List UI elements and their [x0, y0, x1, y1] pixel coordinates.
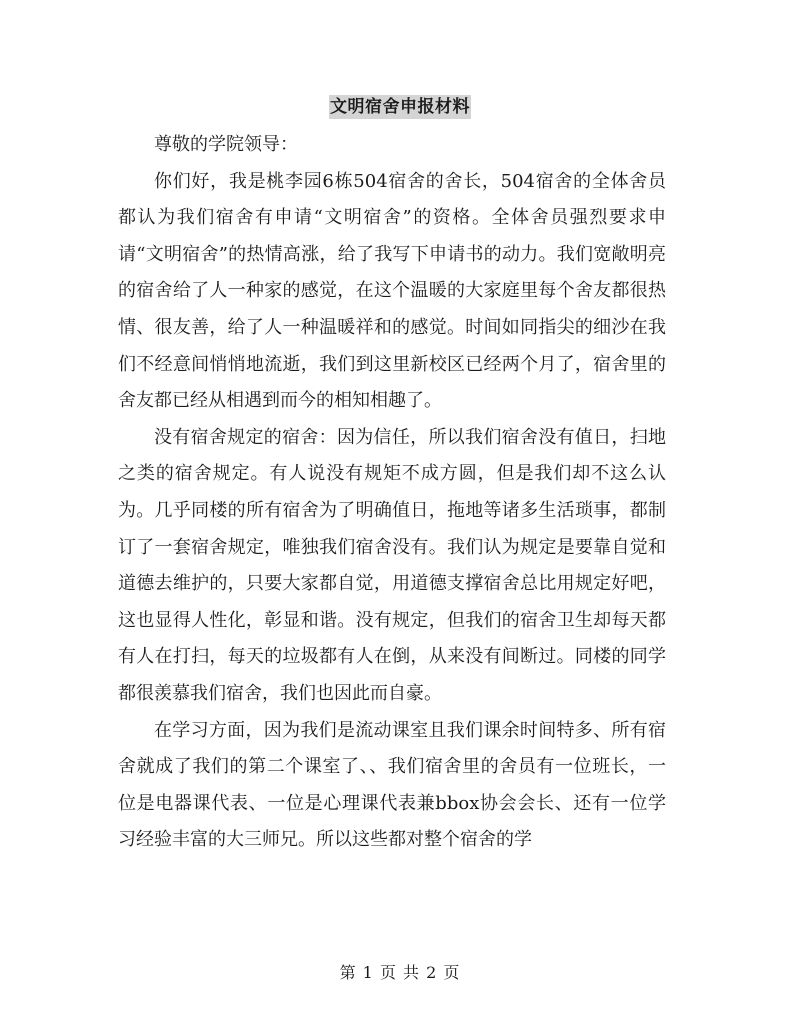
paragraph-intro: 你们好，我是桃李园6栋504宿舍的舍长，504宿舍的全体舍员都认为我们宿舍有申请“文明宿舍”的资格。全体舍员强烈要求申请“文明宿舍”的热情高涨，给了我写下申请书的动力。我们宽敞明亮的宿舍给了人一种家的感觉，在这个温暖的大家庭里每个舍友都很热情、很友善，给了人一种温暖祥和的感觉。时间如同指尖的细沙在我们不经意间悄悄地流逝，我们到这里新校区已经两个月了，宿舍里的舍友都已经从相遇到而今的相知相趣了。	[118, 170, 666, 412]
document-title: 文明宿舍申报材料	[330, 97, 470, 117]
salutation: 尊敬的学院领导：	[154, 134, 298, 155]
page-footer: 第 1 页 共 2 页	[339, 963, 461, 982]
paragraph-no-rules: 没有宿舍规定的宿舍：因为信任，所以我们宿舍没有值日，扫地之类的宿舍规定。有人说没有规矩不成方圆，但是我们却不这么认为。几乎同楼的所有宿舍为了明确值日，拖地等诸多生活琐事，都制订了一套宿舍规定，唯独我们宿舍没有。我们认为规定是要靠自觉和道德去维护的，只要大家都自觉，用道德支撑宿舍总比用规定好吧，这也显得人性化，彰显和谐。没有规定，但我们的宿舍卫生却每天都有人在打扫，每天的垃圾都有人在倒，从来没有间断过。同楼的同学都很羡慕我们宿舍，我们也因此而自豪。	[118, 426, 666, 704]
paragraph-study: 在学习方面，因为我们是流动课室且我们课余时间特多、所有宿舍就成了我们的第二个课室了、、我们宿舍里的舍员有一位班长，一位是电器课代表、一位是心理课代表兼bbox协会会长、还有一位学习经验丰富的大三师兄。所以这些都对整个宿舍的学	[118, 719, 666, 851]
title-container	[0, 95, 800, 119]
document-body	[118, 127, 666, 859]
